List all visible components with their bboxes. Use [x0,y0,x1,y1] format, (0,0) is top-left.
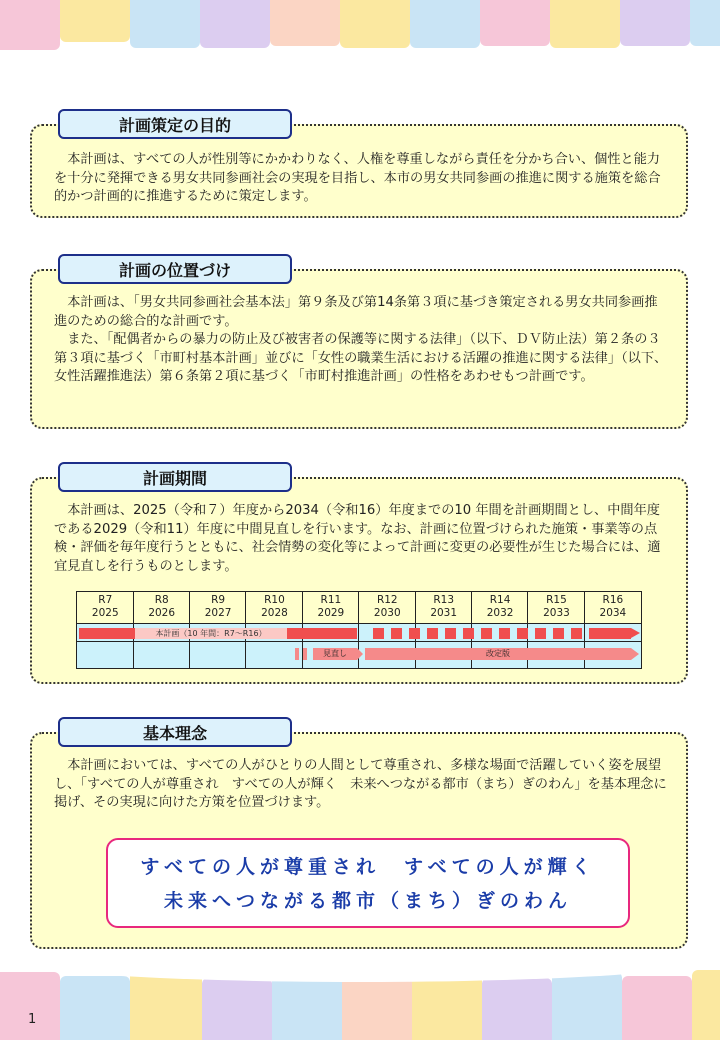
timeline-year-header: R7 2025 [91,594,119,619]
plan-dash-segment [463,628,474,639]
timeline-year-header: R12 2030 [373,594,401,619]
plan-dash-segment [445,628,456,639]
review-arrow-head [357,648,363,660]
positioning-paragraph-1: 本計画は、「男女共同参画社会基本法」第９条及び第14条第３項に基づき策定される男女共同参画推進のための総合的な計画です。 [54,295,658,329]
page-number: 1 [28,1012,37,1027]
timeline-year-header: R11 2029 [317,594,345,619]
plan-period-label: 本計画（10 年間：R7～R16） [135,628,287,639]
principle-paragraph: 本計画においては、すべての人がひとりの人間として尊重され、多様な場面で活躍していく姿を展望し、「すべての人が尊重され すべての人が輝く 未来へつながる都市（まち）ぎのわん」を基本理念に掲げ、その実現に向けた方策を位置づけます。 [54,758,667,811]
review-dash-segment [303,648,307,660]
plan-arrow-bar [589,628,631,639]
revised-version-bar: 改定版 [365,648,631,660]
section-title-purpose: 計画策定の目的 [58,109,292,139]
timeline-year-header: R9 2027 [204,594,232,619]
section-principle [30,732,688,949]
plan-dash-segment [571,628,582,639]
puzzle-decoration-bottom [0,962,720,1040]
section-period [30,477,688,684]
basic-principle-slogan [106,838,630,928]
puzzle-decoration-top [0,0,720,80]
section-title-positioning: 計画の位置づけ [58,254,292,284]
plan-dash-segment [499,628,510,639]
period-paragraph: 本計画は、2025（令和７）年度から2034（令和16）年度までの10 年間を計画期間とし、中間年度である2029（令和11）年度に中間見直しを行います。なお、計画に位置づけられた施策・事業等の点検・評価を毎年度行うとともに、社会情勢の変化等によって計画に変更の必要性が生じた場合には、適宜見直しを行うものとします。 [54,503,661,574]
revised-arrow-head [631,648,639,660]
review-dash-segment [295,648,299,660]
plan-arrow-head [631,628,640,638]
slogan-line-2: 未来へつながる都市（まち）ぎのわん [163,890,572,912]
plan-dash-segment [391,628,402,639]
timeline-year-header: R8 2026 [148,594,176,619]
purpose-paragraph: 本計画は、すべての人が性別等にかかわりなく、人権を尊重しながら責任を分かち合い、個性と能力を十分に発揮できる男女共同参画社会の実現を目指し、本市の男女共同参画の推進に関する施策を総合的かつ計画的に推進するために策定します。 [54,152,661,205]
timeline-year-header: R10 2028 [261,594,288,619]
plan-dash-segment [553,628,564,639]
positioning-paragraph-2: また、「配偶者からの暴力の防止及び被害者の保護等に関する法律」（以下、ＤＶ防止法）第２条の３第３項に基づく「市町村基本計画」並びに「女性の職業生活における活躍の推進に関する法律」（以下、女性活躍推進法）第６条第２項に基づく「市町村推進計画」の性格をあわせもつ計画です。 [54,332,668,385]
section-title-principle: 基本理念 [58,717,292,747]
plan-dash-segment [517,628,528,639]
timeline-year-header: R16 2034 [599,594,627,619]
plan-dash-segment [481,628,492,639]
plan-period-timeline [76,591,642,669]
slogan-line-1: すべての人が尊重され すべての人が輝く [140,856,596,878]
plan-dash-segment [535,628,546,639]
timeline-year-header: R13 2031 [430,594,458,619]
section-positioning [30,269,688,429]
plan-dash-segment [427,628,438,639]
section-title-period: 計画期間 [58,462,292,492]
plan-dash-segment [409,628,420,639]
plan-dash-segment [373,628,384,639]
timeline-year-header: R14 2032 [486,594,514,619]
timeline-year-header: R15 2033 [543,594,570,619]
review-label: 見直し [313,648,357,660]
